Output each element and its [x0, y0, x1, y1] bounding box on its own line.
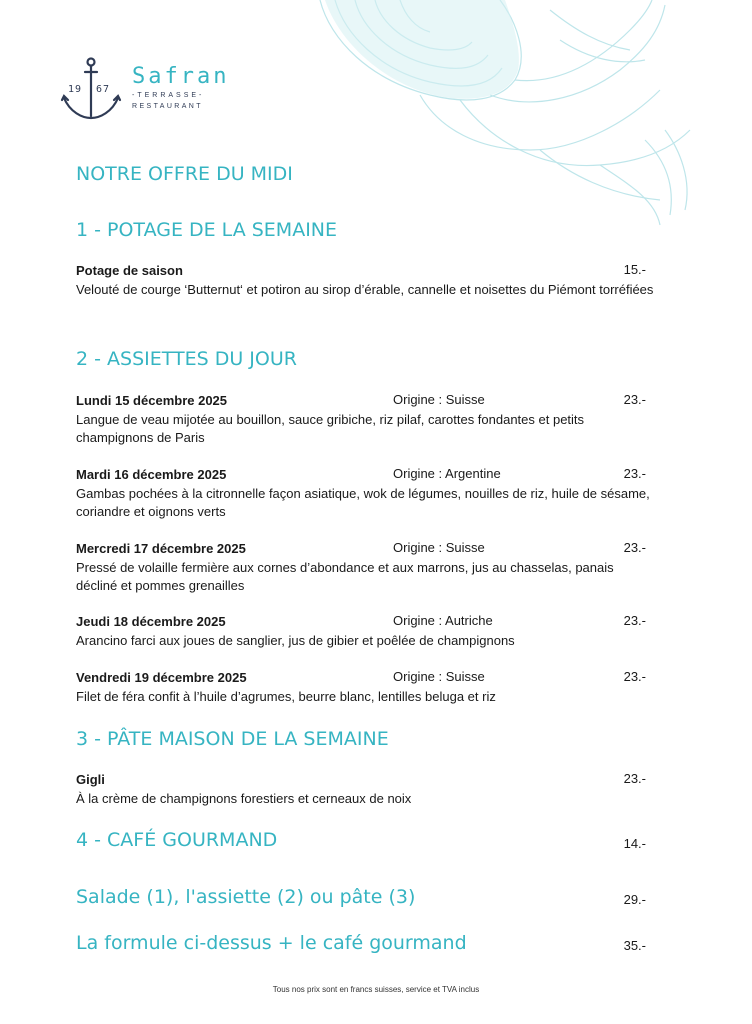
- pate-price: 23.-: [623, 771, 646, 786]
- day-price: 23.-: [623, 669, 646, 684]
- formula-1-price: 29.-: [623, 892, 646, 907]
- day-price: 23.-: [623, 540, 646, 555]
- day-label: Mardi 16 décembre 2025: [76, 467, 227, 482]
- day-description: Arancino farci aux joues de sanglier, jus de gibier et poêlée de champignons: [76, 633, 515, 648]
- section-heading-assiettes: 2 - ASSIETTES DU JOUR: [76, 348, 297, 370]
- brand-subtitle-restaurant: RESTAURANT: [132, 103, 203, 110]
- potage-price: 15.-: [623, 262, 646, 277]
- page-title: NOTRE OFFRE DU MIDI: [76, 163, 293, 185]
- footer-note: Tous nos prix sont en francs suisses, service et TVA inclus: [272, 985, 480, 994]
- day-description: Pressé de volaille fermière aux cornes d’abondance et aux marrons, jus au chasselas, panais décliné et pommes grenailles: [76, 560, 614, 593]
- day-description: Gambas pochées à la citronnelle façon asiatique, wok de légumes, nouilles de riz, huile de sésame, coriandre et oignons verts: [76, 486, 650, 519]
- day-origin: Origine : Suisse: [393, 392, 485, 407]
- day-origin: Origine : Autriche: [393, 613, 493, 628]
- day-origin: Origine : Suisse: [393, 540, 485, 555]
- formula-2-label: La formule ci-dessus + le café gourmand: [76, 932, 467, 954]
- potage-name: Potage de saison: [76, 263, 183, 278]
- day-price: 23.-: [623, 613, 646, 628]
- pate-description: À la crème de champignons forestiers et cerneaux de noix: [76, 791, 412, 806]
- pate-name: Gigli: [76, 772, 105, 787]
- day-description: Filet de féra confit à l’huile d’agrumes, beurre blanc, lentilles beluga et riz: [76, 689, 496, 704]
- day-label: Mercredi 17 décembre 2025: [76, 541, 246, 556]
- restaurant-logo: [60, 56, 240, 126]
- section-heading-potage: 1 - POTAGE DE LA SEMAINE: [76, 219, 338, 241]
- day-origin: Origine : Suisse: [393, 669, 485, 684]
- day-origin: Origine : Argentine: [393, 466, 501, 481]
- day-price: 23.-: [623, 466, 646, 481]
- day-label: Jeudi 18 décembre 2025: [76, 614, 226, 629]
- brand-name: Safran: [132, 64, 230, 89]
- section-heading-cafe: 4 - CAFÉ GOURMAND: [76, 829, 278, 851]
- cafe-price: 14.-: [623, 836, 646, 851]
- day-price: 23.-: [623, 392, 646, 407]
- potage-description: Velouté de courge ‘Butternut‘ et potiron au sirop d’érable, cannelle et noisettes du Piémont torréfiées: [76, 282, 654, 297]
- day-description: Langue de veau mijotée au bouillon, sauce gribiche, riz pilaf, carottes fondantes et petits champignons de Paris: [76, 412, 585, 445]
- year-left: 19: [68, 84, 83, 95]
- brand-subtitle-terrasse: -TERRASSE-: [132, 92, 205, 99]
- formula-1-label: Salade (1), l'assiette (2) ou pâte (3): [76, 886, 416, 908]
- year-right: 67: [96, 84, 111, 95]
- day-label: Vendredi 19 décembre 2025: [76, 670, 247, 685]
- jellyfish-illustration: [300, 0, 720, 230]
- day-label: Lundi 15 décembre 2025: [76, 393, 228, 408]
- formula-2-price: 35.-: [623, 938, 646, 953]
- section-heading-pate: 3 - PÂTE MAISON DE LA SEMAINE: [76, 728, 389, 750]
